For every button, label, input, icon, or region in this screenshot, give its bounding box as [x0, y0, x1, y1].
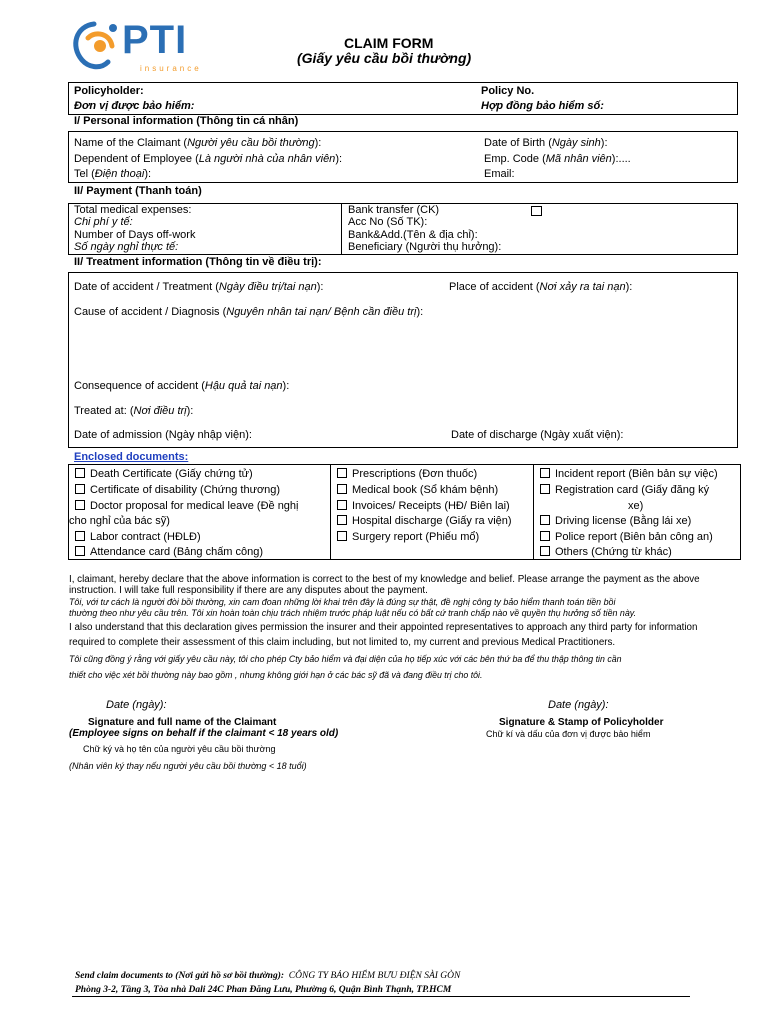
days-off-label-vn: Số ngày nghỉ thực tế:	[74, 241, 179, 253]
total-expenses-label-vn: Chi phí y tế:	[74, 216, 133, 228]
date-accident-field[interactable]: Date of accident / Treatment (Ngày điều trị/tai nạn):	[74, 281, 324, 293]
declaration-vn-2: thường theo như yêu cầu trên. Tôi xin hoàn toàn chịu trách nhiệm trước pháp luật nếu có bất cứ tranh chấp nào về quyền thụ hưởng số tiền này.	[69, 608, 637, 618]
enclosed-divider-2	[533, 464, 534, 560]
doc-police-report[interactable]: Police report (Biên bản công an)	[540, 531, 713, 544]
checkbox-icon[interactable]	[75, 484, 85, 494]
enclosed-divider-1	[330, 464, 331, 560]
checkbox-icon[interactable]	[337, 500, 347, 510]
declaration-vn-4: thiết cho việc xét bồi thường này bao gồm , nhưng không giới hạn ở các bác sỹ đã và đang điều trị cho tôi.	[69, 670, 483, 680]
checkbox-icon[interactable]	[540, 484, 550, 494]
beneficiary-label: Beneficiary (Người thụ hưởng):	[348, 241, 502, 253]
section-payment-title: II/ Payment (Thanh toán)	[74, 185, 202, 197]
checkbox-icon[interactable]	[337, 515, 347, 525]
dependent-field[interactable]: Dependent of Employee (Là người nhà của nhân viên):	[74, 153, 343, 165]
claimant-signature-note: (Employee signs on behalf if the claimant < 18 years old)	[69, 728, 339, 739]
consequence-field[interactable]: Consequence of accident (Hậu quả tai nạn):	[74, 380, 290, 392]
policyholder-label-vn: Đơn vị được bảo hiểm:	[74, 100, 195, 112]
logo-text: PTI	[122, 18, 188, 62]
section-personal-title: I/ Personal information (Thông tin cá nhân)	[74, 115, 299, 127]
checkbox-icon[interactable]	[540, 515, 550, 525]
doc-death-certificate[interactable]: Death Certificate (Giấy chứng tử)	[75, 468, 253, 481]
claimant-signature-note-vn: (Nhân viên ký thay nếu người yêu cầu bồi thường < 18 tuổi)	[69, 761, 307, 771]
doc-hospital-discharge[interactable]: Hospital discharge (Giấy ra viện)	[337, 515, 512, 528]
checkbox-icon[interactable]	[75, 546, 85, 556]
declaration-vn-3: Tôi cũng đồng ý rằng với giấy yêu cầu này, tôi cho phép Cty bảo hiểm và đại diện của họ tiếp xúc với các bên thứ ba để thu thập thông tin cần	[69, 654, 622, 664]
date-left-label: Date (ngày):	[106, 699, 167, 711]
checkbox-icon[interactable]	[75, 468, 85, 478]
policyholder-label: Policyholder:	[74, 85, 144, 97]
bank-transfer-label: Bank transfer (CK)	[348, 204, 440, 216]
declaration-en-2: instruction. I will take full responsibility if there are any disputes about the payment.	[69, 585, 428, 596]
doc-prescriptions[interactable]: Prescriptions (Đơn thuốc)	[337, 468, 477, 481]
checkbox-icon[interactable]	[75, 500, 85, 510]
enclosed-documents-title: Enclosed documents:	[74, 451, 189, 463]
checkbox-icon[interactable]	[75, 531, 85, 541]
bank-address-label: Bank&Add.(Tên & địa chỉ):	[348, 229, 478, 241]
claimant-signature-label: Signature and full name of the Claimant	[88, 717, 277, 728]
section-treatment-title: II/ Treatment information (Thông tin về điều trị):	[74, 256, 322, 268]
discharge-field[interactable]: Date of discharge (Ngày xuất viện):	[451, 429, 624, 441]
doc-attendance-card[interactable]: Attendance card (Bảng chấm công)	[75, 546, 263, 559]
claimant-name-field[interactable]: Name of the Claimant (Người yêu cầu bồi thường):	[74, 137, 322, 149]
total-expenses-label: Total medical expenses:	[74, 204, 192, 216]
doc-incident-report[interactable]: Incident report (Biên bản sự việc)	[540, 468, 718, 481]
doc-surgery-report[interactable]: Surgery report (Phiếu mổ)	[337, 531, 479, 544]
checkbox-icon[interactable]	[540, 531, 550, 541]
doc-driving-license[interactable]: Driving license (Bằng lái xe)	[540, 515, 691, 528]
checkbox-icon[interactable]	[540, 468, 550, 478]
doc-labor-contract[interactable]: Labor contract (HĐLĐ)	[75, 531, 201, 544]
checkbox-icon[interactable]	[540, 546, 550, 556]
declaration-en-3: I also understand that this declaration gives permission the insurer and their appointed representatives to approach any third party for information	[69, 622, 698, 633]
declaration-vn-1: Tôi, với tư cách là người đòi bồi thường, xin cam đoan những lời khai trên đây là đúng sự thật, đề nghị công ty bảo hiểm thanh toán tiền bồi	[69, 597, 616, 607]
doc-invoices[interactable]: Invoices/ Receipts (HĐ/ Biên lai)	[337, 500, 510, 513]
bank-transfer-checkbox[interactable]	[531, 206, 542, 216]
admission-field[interactable]: Date of admission (Ngày nhập viện):	[74, 429, 252, 441]
form-subtitle: (Giấy yêu cầu bồi thường)	[297, 50, 472, 66]
doc-disability-certificate[interactable]: Certificate of disability (Chứng thương)	[75, 484, 280, 497]
cause-field[interactable]: Cause of accident / Diagnosis (Nguyên nhân tai nạn/ Bệnh cần điều trị):	[74, 306, 424, 318]
payment-divider	[341, 203, 342, 255]
declaration-en-4: required to complete their assessment of this claim including, but not limited to, my current and previous Medical Practitioners.	[69, 637, 616, 648]
days-off-label: Number of Days off-work	[74, 229, 196, 241]
claimant-signature-label-vn: Chữ ký và họ tên của người yêu cầu bồi thường	[83, 744, 276, 754]
checkbox-icon[interactable]	[337, 468, 347, 478]
email-field[interactable]: Email:	[484, 168, 515, 180]
doc-registration-card-cont: xe)	[628, 500, 644, 512]
company-logo	[66, 16, 216, 78]
doc-medical-leave-cont: cho nghỉ của bác sỹ)	[69, 515, 170, 527]
checkbox-icon[interactable]	[337, 484, 347, 494]
place-accident-field[interactable]: Place of accident (Nơi xảy ra tai nạn):	[449, 281, 633, 293]
declaration-en-1: I, claimant, hereby declare that the above information is correct to the best of my knowledge and belief. Please arrange the payment as the above	[69, 574, 700, 585]
treatment-box	[68, 272, 738, 448]
policyholder-signature-label-vn: Chữ kí và dấu của đơn vị được bảo hiểm	[486, 729, 651, 739]
footer-send-to: Send claim documents to (Nơi gửi hồ sơ bồi thường): CÔNG TY BẢO HIỂM BƯU ĐIỆN SÀI GÒN	[75, 971, 461, 981]
footer-address: Phòng 3-2, Tầng 3, Tòa nhà Dali 24C Phan Đăng Lưu, Phường 6, Quận Bình Thạnh, TP.HCM	[75, 985, 452, 995]
doc-medical-leave[interactable]: Doctor proposal for medical leave (Đề nghị	[75, 500, 299, 513]
policyholder-signature-label: Signature & Stamp of Policyholder	[499, 717, 664, 728]
doc-registration-card[interactable]: Registration card (Giấy đăng ký	[540, 484, 709, 497]
doc-others[interactable]: Others (Chứng từ khác)	[540, 546, 672, 559]
checkbox-icon[interactable]	[337, 531, 347, 541]
logo-subtext: insurance	[140, 64, 202, 73]
footer-rule	[72, 996, 690, 997]
policy-no-label: Policy No.	[481, 85, 535, 97]
date-right-label: Date (ngày):	[548, 699, 609, 711]
form-title: CLAIM FORM	[344, 35, 434, 51]
tel-field[interactable]: Tel (Điện thoại):	[74, 168, 152, 180]
dob-field[interactable]: Date of Birth (Ngày sinh):	[484, 137, 608, 149]
doc-medical-book[interactable]: Medical book (Sổ khám bệnh)	[337, 484, 498, 497]
treated-at-field[interactable]: Treated at: (Nơi điều trị):	[74, 405, 194, 417]
acc-no-label: Acc No (Số TK):	[348, 216, 428, 228]
policy-no-label-vn: Hợp đồng bảo hiểm số:	[481, 100, 604, 112]
emp-code-field[interactable]: Emp. Code (Mã nhân viên):....	[484, 153, 631, 165]
